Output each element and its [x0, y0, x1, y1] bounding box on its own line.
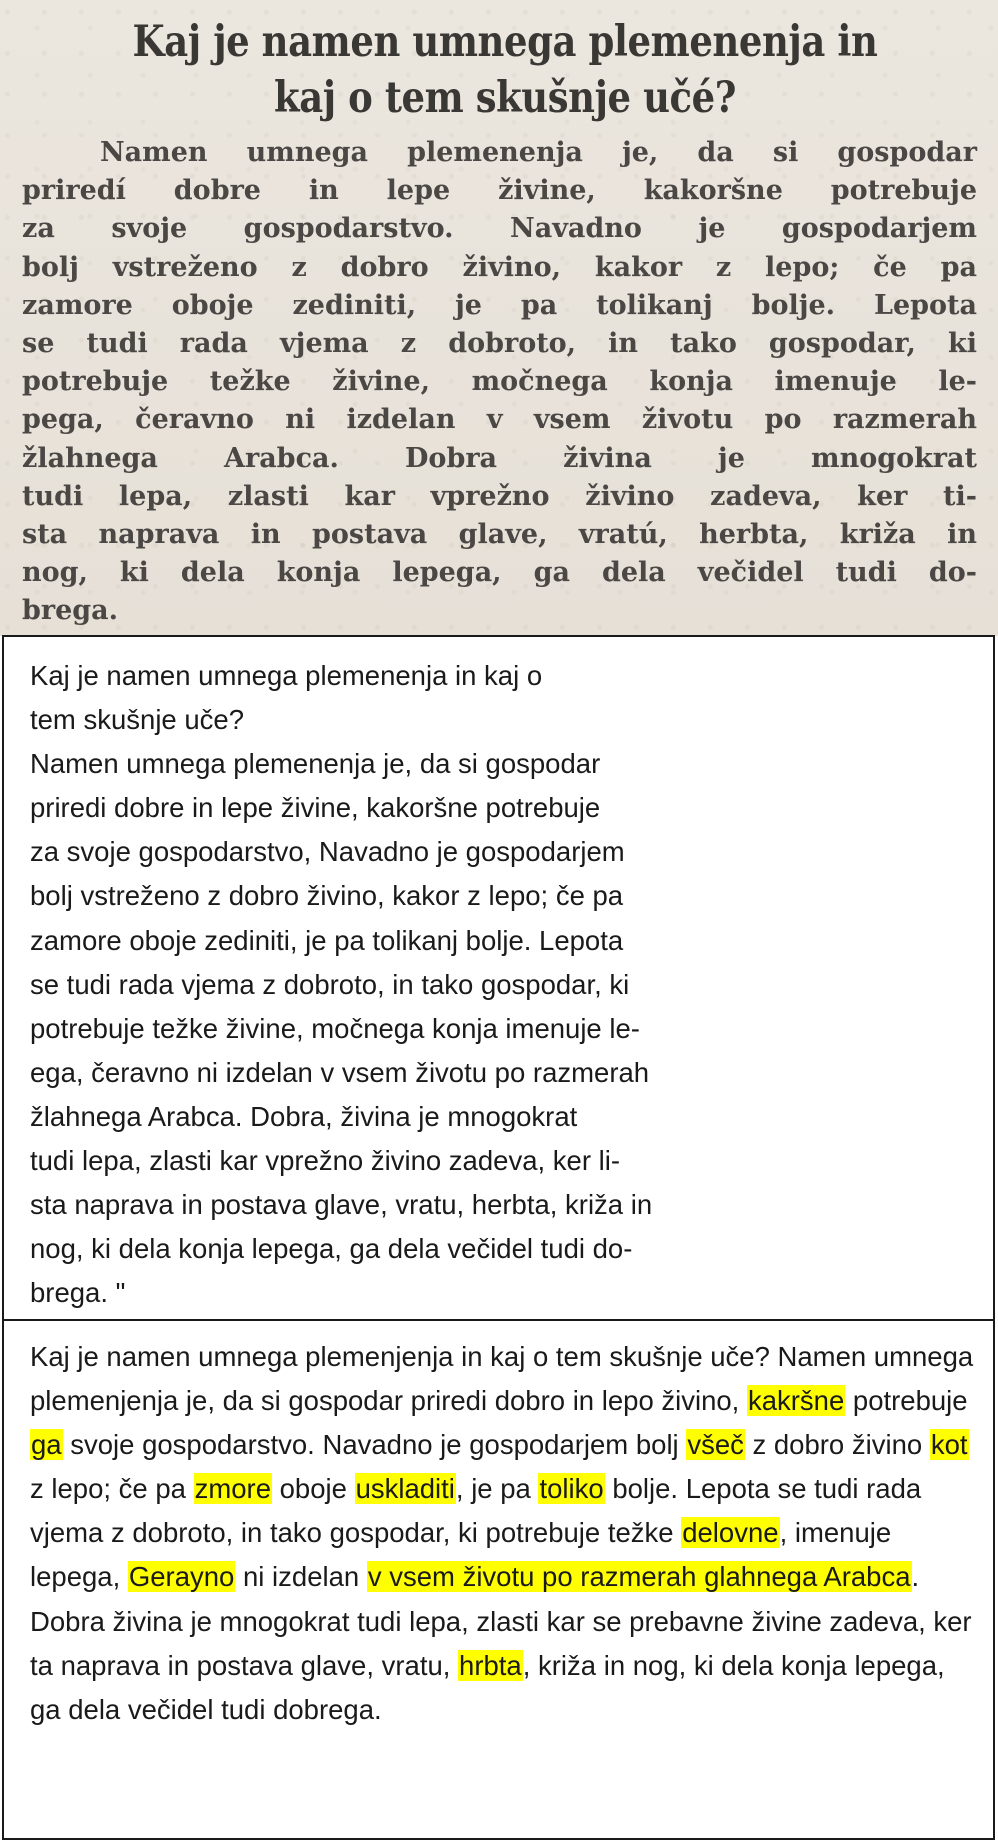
- scan-line: nog, ki dela konja lepega, ga dela večidel tudi do-: [22, 557, 977, 589]
- text-segment: potrebuje: [845, 1385, 968, 1417]
- transcription-line: bolj vstreženo z dobro živino, kakor z lepo; če pa: [30, 880, 624, 912]
- highlighted-word: zmore: [194, 1473, 271, 1505]
- highlighted-word: toliko: [539, 1473, 604, 1505]
- transcription-line: za svoje gospodarstvo, Navadno je gospodarjem: [30, 836, 625, 868]
- transcription-line: zamore oboje zediniti, je pa tolikanj bolje. Lepota: [30, 924, 624, 956]
- transcription-line: Namen umnega plemenenja je, da si gospodar: [30, 748, 601, 780]
- scanned-newspaper-excerpt: [0, 0, 998, 636]
- scan-line: Namen umnega plemenenja je, da si gospodar: [100, 137, 977, 168]
- highlighted-word: uskladiti: [355, 1473, 455, 1505]
- scan-line: pega, čeravno ni izdelan v vsem životu po razmerah: [22, 404, 977, 436]
- highlighted-word: v vsem životu po razmerah glahnega Arabca: [367, 1561, 911, 1593]
- scan-line: se tudi rada vjema z dobroto, in tako gospodar, ki: [22, 327, 977, 359]
- modernized-text: [30, 1335, 980, 1732]
- transcription-line: nog, ki dela konja lepega, ga dela večidel tudi do-: [30, 1233, 633, 1265]
- scan-line: zamore oboje zediniti, je pa tolikanj bolje. Lepota: [22, 289, 977, 321]
- text-segment: . Dobra živina je mnogokrat tudi lepa, zlasti kar se prebavne živine zadeva, ker ta naprava in postava glave, vratu,: [30, 1561, 972, 1681]
- scan-line: tudi lepa, zlasti kar vprežno živino zadeva, ker ti-: [22, 480, 977, 512]
- highlighted-word: kot: [930, 1429, 968, 1461]
- scan-line: za svoje gospodarstvo. Navadno je gospodarjem: [22, 213, 977, 245]
- text-segment: , imenuje lepega,: [30, 1517, 892, 1593]
- text-segment: bolje. Lepota se tudi rada vjema z dobroto, in tako gospodar, ki potrebuje težke: [30, 1473, 922, 1549]
- text-segment: ni izdelan: [235, 1561, 367, 1593]
- scan-line: sta naprava in postava glave, vratú, herbta, križa in: [22, 518, 977, 550]
- highlighted-word: Gerayno: [128, 1561, 235, 1593]
- transcription-line: priredi dobre in lepe živine, kakoršne potrebuje: [30, 792, 601, 824]
- scan-body: [22, 134, 977, 630]
- highlighted-word: delovne: [682, 1517, 779, 1549]
- text-segment: z lepo; če pa: [30, 1473, 194, 1505]
- scan-line: bolj vstreženo z dobro živino, kakor z lepo; če pa: [22, 251, 977, 283]
- highlighted-word: všeč: [687, 1429, 744, 1461]
- scan-line: potrebuje težke živine, močnega konja imenuje le-: [22, 366, 977, 398]
- text-segment: svoje gospodarstvo. Navadno je gospodarjem bolj: [62, 1429, 687, 1461]
- transcription-box: [2, 635, 995, 1321]
- scan-line: brega.: [22, 595, 119, 627]
- text-segment: , križa in nog, ki dela konja lepega, ga dela večidel tudi dobrega.: [30, 1649, 945, 1725]
- transcription-line: tudi lepa, zlasti kar vprežno živino zadeva, ker li-: [30, 1145, 620, 1177]
- transcription-line: žlahnega Arabca. Dobra, živina je mnogokrat: [30, 1100, 578, 1132]
- scan-line: priredí dobre in lepe živine, kakoršne potrebuje: [22, 175, 977, 207]
- scan-line: žlahnega Arabca. Dobra živina je mnogokrat: [22, 442, 977, 474]
- transcription-line: tem skušnje uče?: [30, 704, 244, 736]
- text-segment: , je pa: [455, 1473, 539, 1505]
- transcription-line: Kaj je namen umnega plemenenja in kaj o: [30, 660, 543, 691]
- modernized-box: [2, 1319, 995, 1840]
- highlighted-word: ga: [31, 1429, 62, 1461]
- highlighted-word: kakršne: [747, 1385, 845, 1417]
- text-segment: z dobro živino: [744, 1429, 930, 1461]
- scan-title: Kaj je namen umnega plemenenja in kaj o tem skušnje učé?: [132, 17, 878, 123]
- text-segment: oboje: [271, 1473, 355, 1505]
- text-segment: Kaj je namen umnega plemenjenja in kaj o tem skušnje uče? Namen umnega plemenjenja je, da si gospodar priredi dobro in lepo živino,: [30, 1341, 974, 1417]
- transcription-line: brega. ": [30, 1277, 126, 1309]
- highlighted-word: hrbta: [459, 1649, 522, 1681]
- transcription-line: ega, čeravno ni izdelan v vsem životu po razmerah: [30, 1056, 650, 1088]
- transcription-lines: [30, 654, 652, 1315]
- transcription-line: sta naprava in postava glave, vratu, herbta, križa in: [30, 1189, 653, 1221]
- transcription-line: se tudi rada vjema z dobroto, in tako gospodar, ki: [30, 968, 630, 1000]
- transcription-line: potrebuje težke živine, močnega konja imenuje le-: [30, 1012, 640, 1044]
